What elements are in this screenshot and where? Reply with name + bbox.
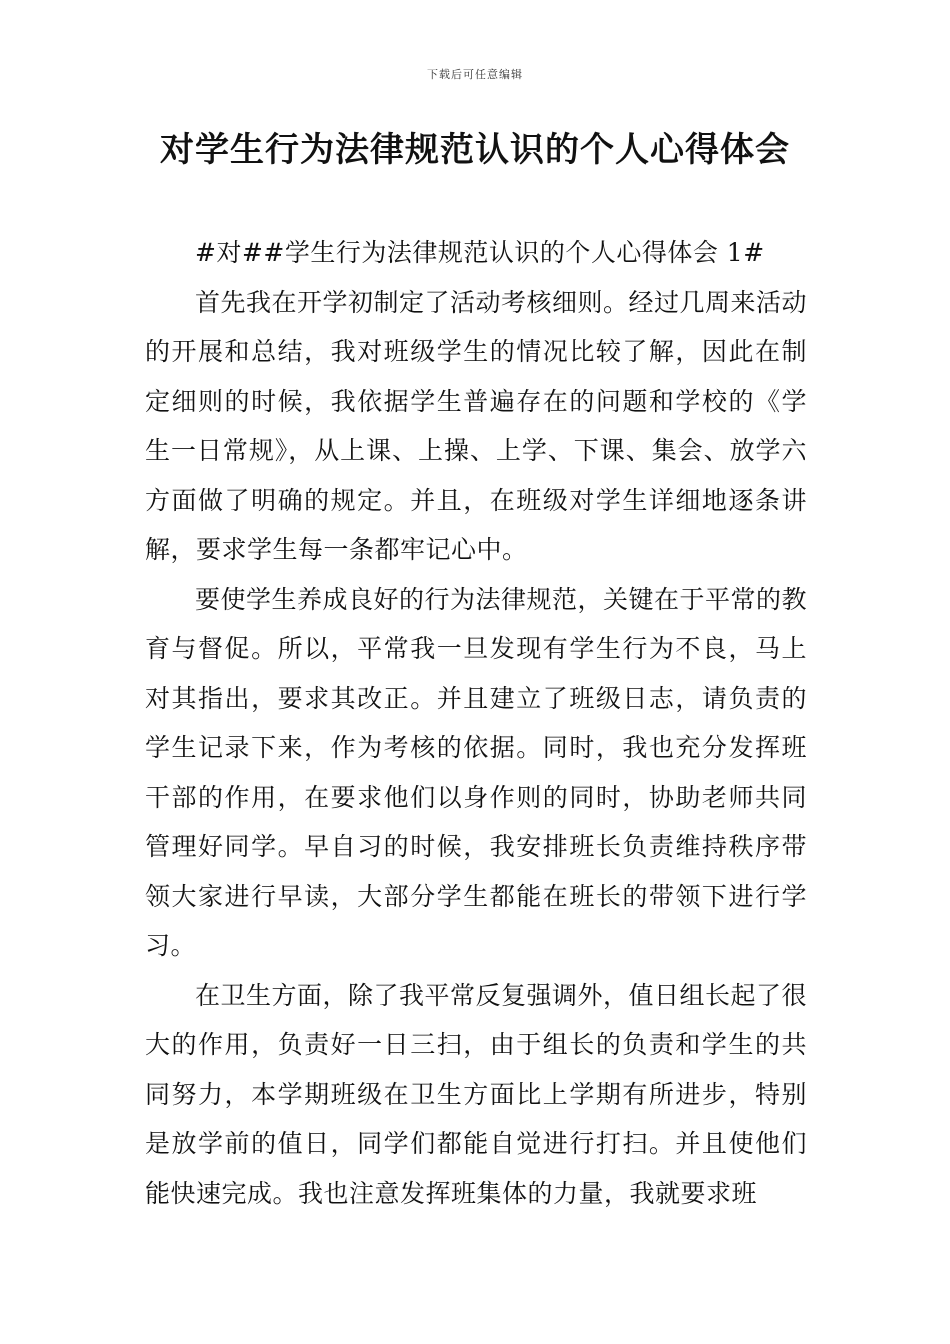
section-heading: #对##学生行为法律规范认识的个人心得体会 1# — [195, 238, 765, 267]
paragraph: 首先我在开学初制定了活动考核细则。经过几周来活动的开展和总结，我对班级学生的情况比较了解，因此在制定细则的时候，我依据学生普遍存在的问题和学校的《学生一日常规》，从上课、上操、上学、下课、集会、放学六方面做了明确的规定。并且，在班级对学生详细地逐条讲解，要求学生每一条都牢记心中。 — [145, 287, 808, 564]
paragraph: 在卫生方面，除了我平常反复强调外，值日组长起了很大的作用，负责好一日三扫，由于组长的负责和学生的共同努力，本学期班级在卫生方面比上学期有所进步，特别是放学前的值日，同学们都能自觉进行打扫。并且使他们能快速完成。我也注意发挥班集体的力量，我就要求班 — [145, 980, 808, 1208]
header-note: 下载后可任意编辑 — [427, 68, 523, 81]
document-body — [145, 228, 807, 1218]
document-title: 对学生行为法律规范认识的个人心得体会 — [160, 130, 790, 170]
paragraph: 要使学生养成良好的行为法律规范，关键在于平常的教育与督促。所以，平常我一旦发现有学生行为不良，马上对其指出，要求其改正。并且建立了班级日志，请负责的学生记录下来，作为考核的依据。同时，我也充分发挥班干部的作用，在要求他们以身作则的同时，协助老师共同管理好同学。早自习的时候，我安排班长负责维持秩序带领大家进行早读，大部分学生都能在班长的带领下进行学习。 — [145, 584, 808, 960]
